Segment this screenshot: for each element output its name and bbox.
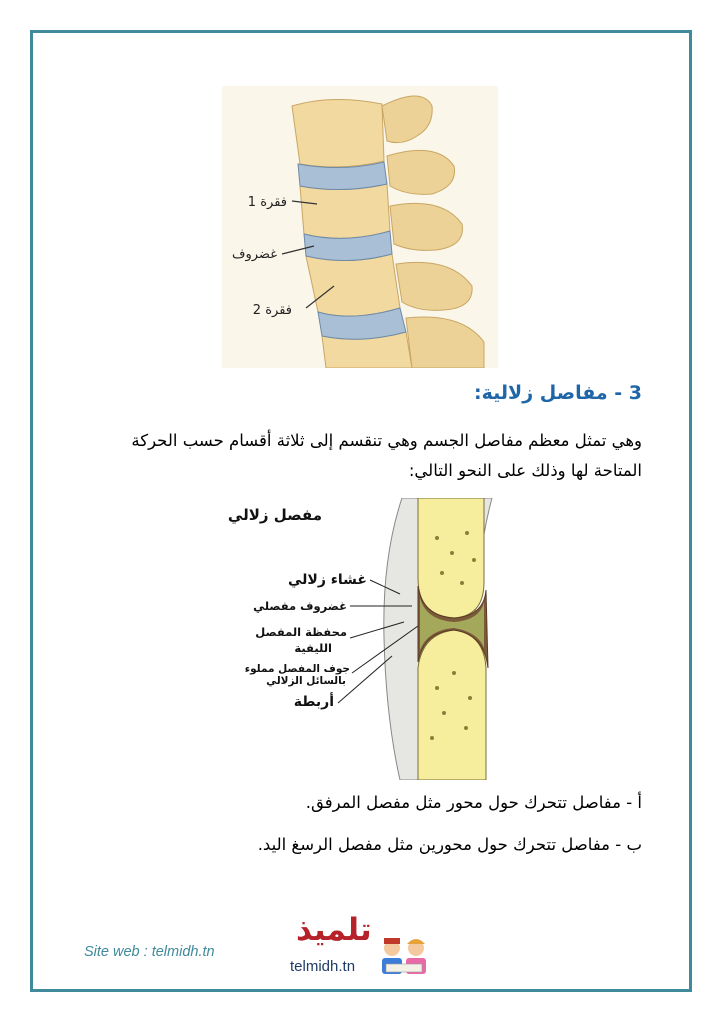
logo-latin-text: telmidh.tn <box>290 958 356 975</box>
label-cavity-line1: جوف المفصل مملوء <box>244 663 350 675</box>
site-link[interactable]: Site web : telmidh.tn <box>84 944 215 960</box>
label-vertebra-2: فقرة 2 <box>252 303 292 318</box>
item-b: ب - مفاصل تتحرك حول محورين مثل مفصل الرسغ اليد. <box>257 835 642 854</box>
joint-title: مفصل زلالي <box>227 506 322 524</box>
label-articular-cartilage: غضروف مفصلي <box>253 599 347 613</box>
logo-arabic-text: تلميذ <box>296 912 372 948</box>
kids-reading-icon <box>376 934 432 980</box>
section-heading: 3 - مفاصل زلالية: <box>474 382 642 404</box>
telmidh-logo[interactable] <box>288 912 438 984</box>
synovial-joint-illustration <box>222 498 498 780</box>
label-vertebra-1: فقرة 1 <box>247 195 287 210</box>
label-capsule-line2: الليفية <box>294 641 332 655</box>
spine-illustration <box>222 86 498 368</box>
section-paragraph: وهي تمثل معظم مفاصل الجسم وهي تنقسم إلى ثلاثة أقسام حسب الحركة المتاحة لها وذلك على النحو التالي: <box>131 431 642 480</box>
label-synovial-membrane: غشاء زلالي <box>287 572 367 588</box>
label-cavity-line2: بالسائل الزلالي <box>266 675 346 687</box>
label-capsule-line1: محفظة المفصل <box>255 625 347 639</box>
label-cartilage: غضروف <box>232 247 277 262</box>
item-a: أ - مفاصل تتحرك حول محور مثل مفصل المرفق. <box>305 793 642 812</box>
label-ligaments: أربطة <box>293 694 334 710</box>
